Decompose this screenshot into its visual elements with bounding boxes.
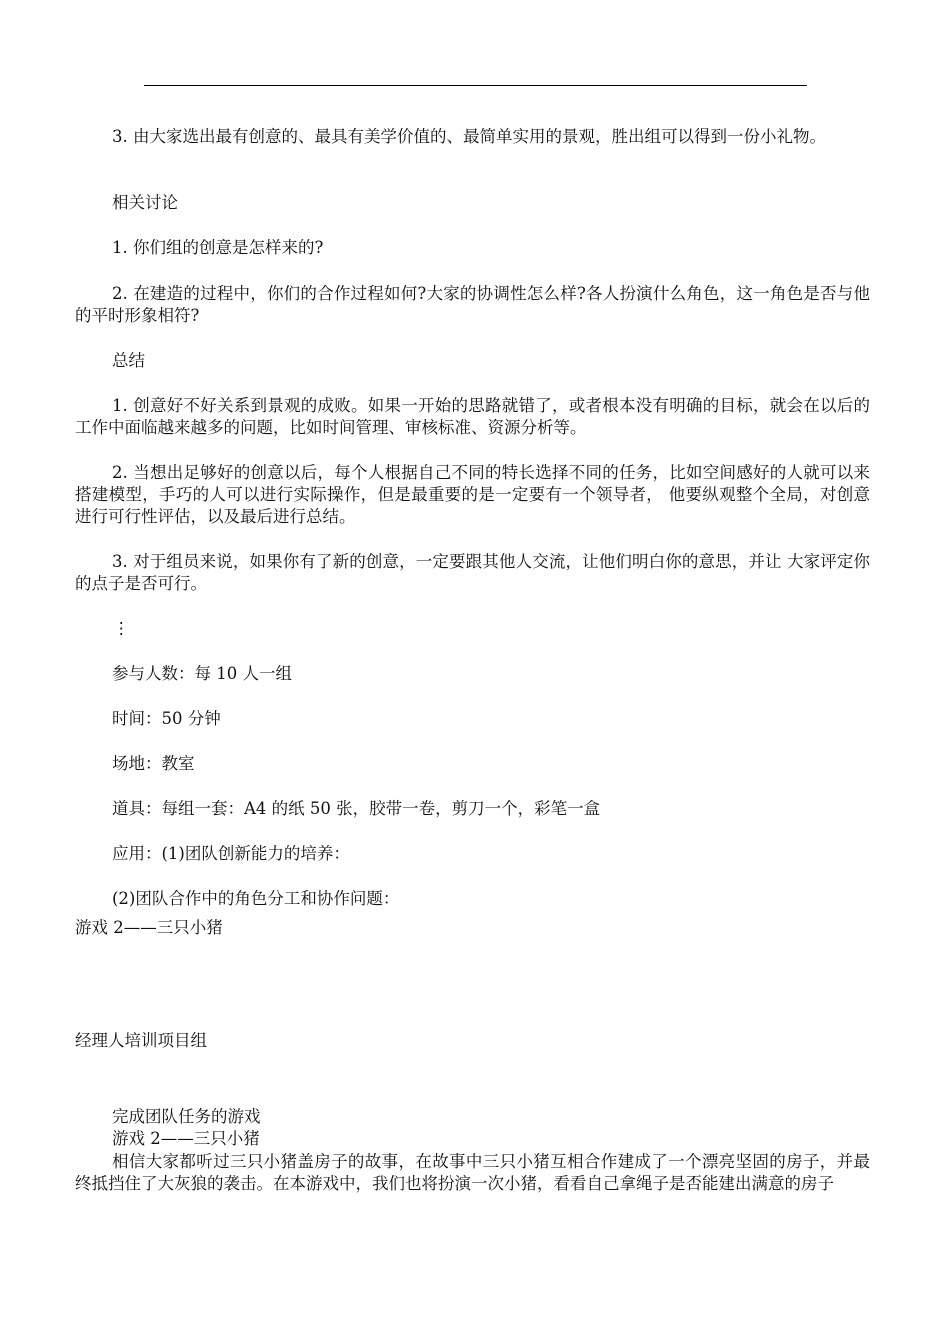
summary-point-3: 3. 对于组员来说，如果你有了新的创意，一定要跟其他人交流，让他们明白你的意思，并让 大家评定你的点子是否可行。: [75, 552, 870, 593]
summary-point-2: 2. 当想出足够好的创意以后，每个人根据自己不同的特长选择不同的任务，比如空间感好的人就可以来搭建模型，手巧的人可以进行实际操作，但是最重要的是一定要有一个领导者， 他要纵观整个全局，对创意进行可行性评估，以及最后进行总结。: [75, 463, 870, 526]
item-3-paragraph: 3. 由大家选出最有创意的、最具有美学价值的、最简单实用的景观，胜出组可以得到一份小礼物。: [112, 127, 826, 146]
summary-point-1: 1. 创意好不好关系到景观的成败。如果一开始的思路就错了，或者根本没有明确的目标，就会在以后的工作中面临越来越多的问题，比如时间管理、审核标准、资源分析等。: [75, 396, 870, 437]
game-2-intro: 相信大家都听过三只小猪盖房子的故事，在故事中三只小猪互相合作建成了一个漂亮坚固的房子，并最终抵挡住了大灰狼的袭击。在本游戏中，我们也将扮演一次小猪，看看自己拿绳子是否能建出满意的房子: [75, 1152, 870, 1193]
game-2-title: 游戏 2——三只小猪: [75, 918, 223, 937]
application-line-2: (2)团队合作中的角色分工和协作问题：: [112, 889, 400, 908]
application-line-1: 应用：(1)团队创新能力的培养：: [112, 844, 350, 863]
venue-line: 场地：教室: [112, 754, 195, 773]
discussion-question-1: 1. 你们组的创意是怎样来的?: [112, 238, 324, 257]
participants-line: 参与人数：每 10 人一组: [112, 664, 292, 683]
vertical-ellipsis: ⋮: [113, 619, 130, 638]
header-rule: [144, 85, 807, 86]
time-line: 时间：50 分钟: [112, 709, 221, 728]
summary-heading: 总结: [112, 351, 145, 370]
organization-label: 经理人培训项目组: [75, 1031, 207, 1050]
discussion-heading: 相关讨论: [112, 193, 178, 212]
game-2-subtitle: 游戏 2——三只小猪: [112, 1129, 260, 1148]
props-line: 道具：每组一套：A4 的纸 50 张，胶带一卷，剪刀一个，彩笔一盒: [112, 799, 601, 818]
game-category: 完成团队任务的游戏: [112, 1107, 261, 1126]
discussion-question-2: 2. 在建造的过程中，你们的合作过程如何?大家的协调性怎么样?各人扮演什么角色，这一角色是否与他的平时形象相符?: [75, 284, 870, 325]
